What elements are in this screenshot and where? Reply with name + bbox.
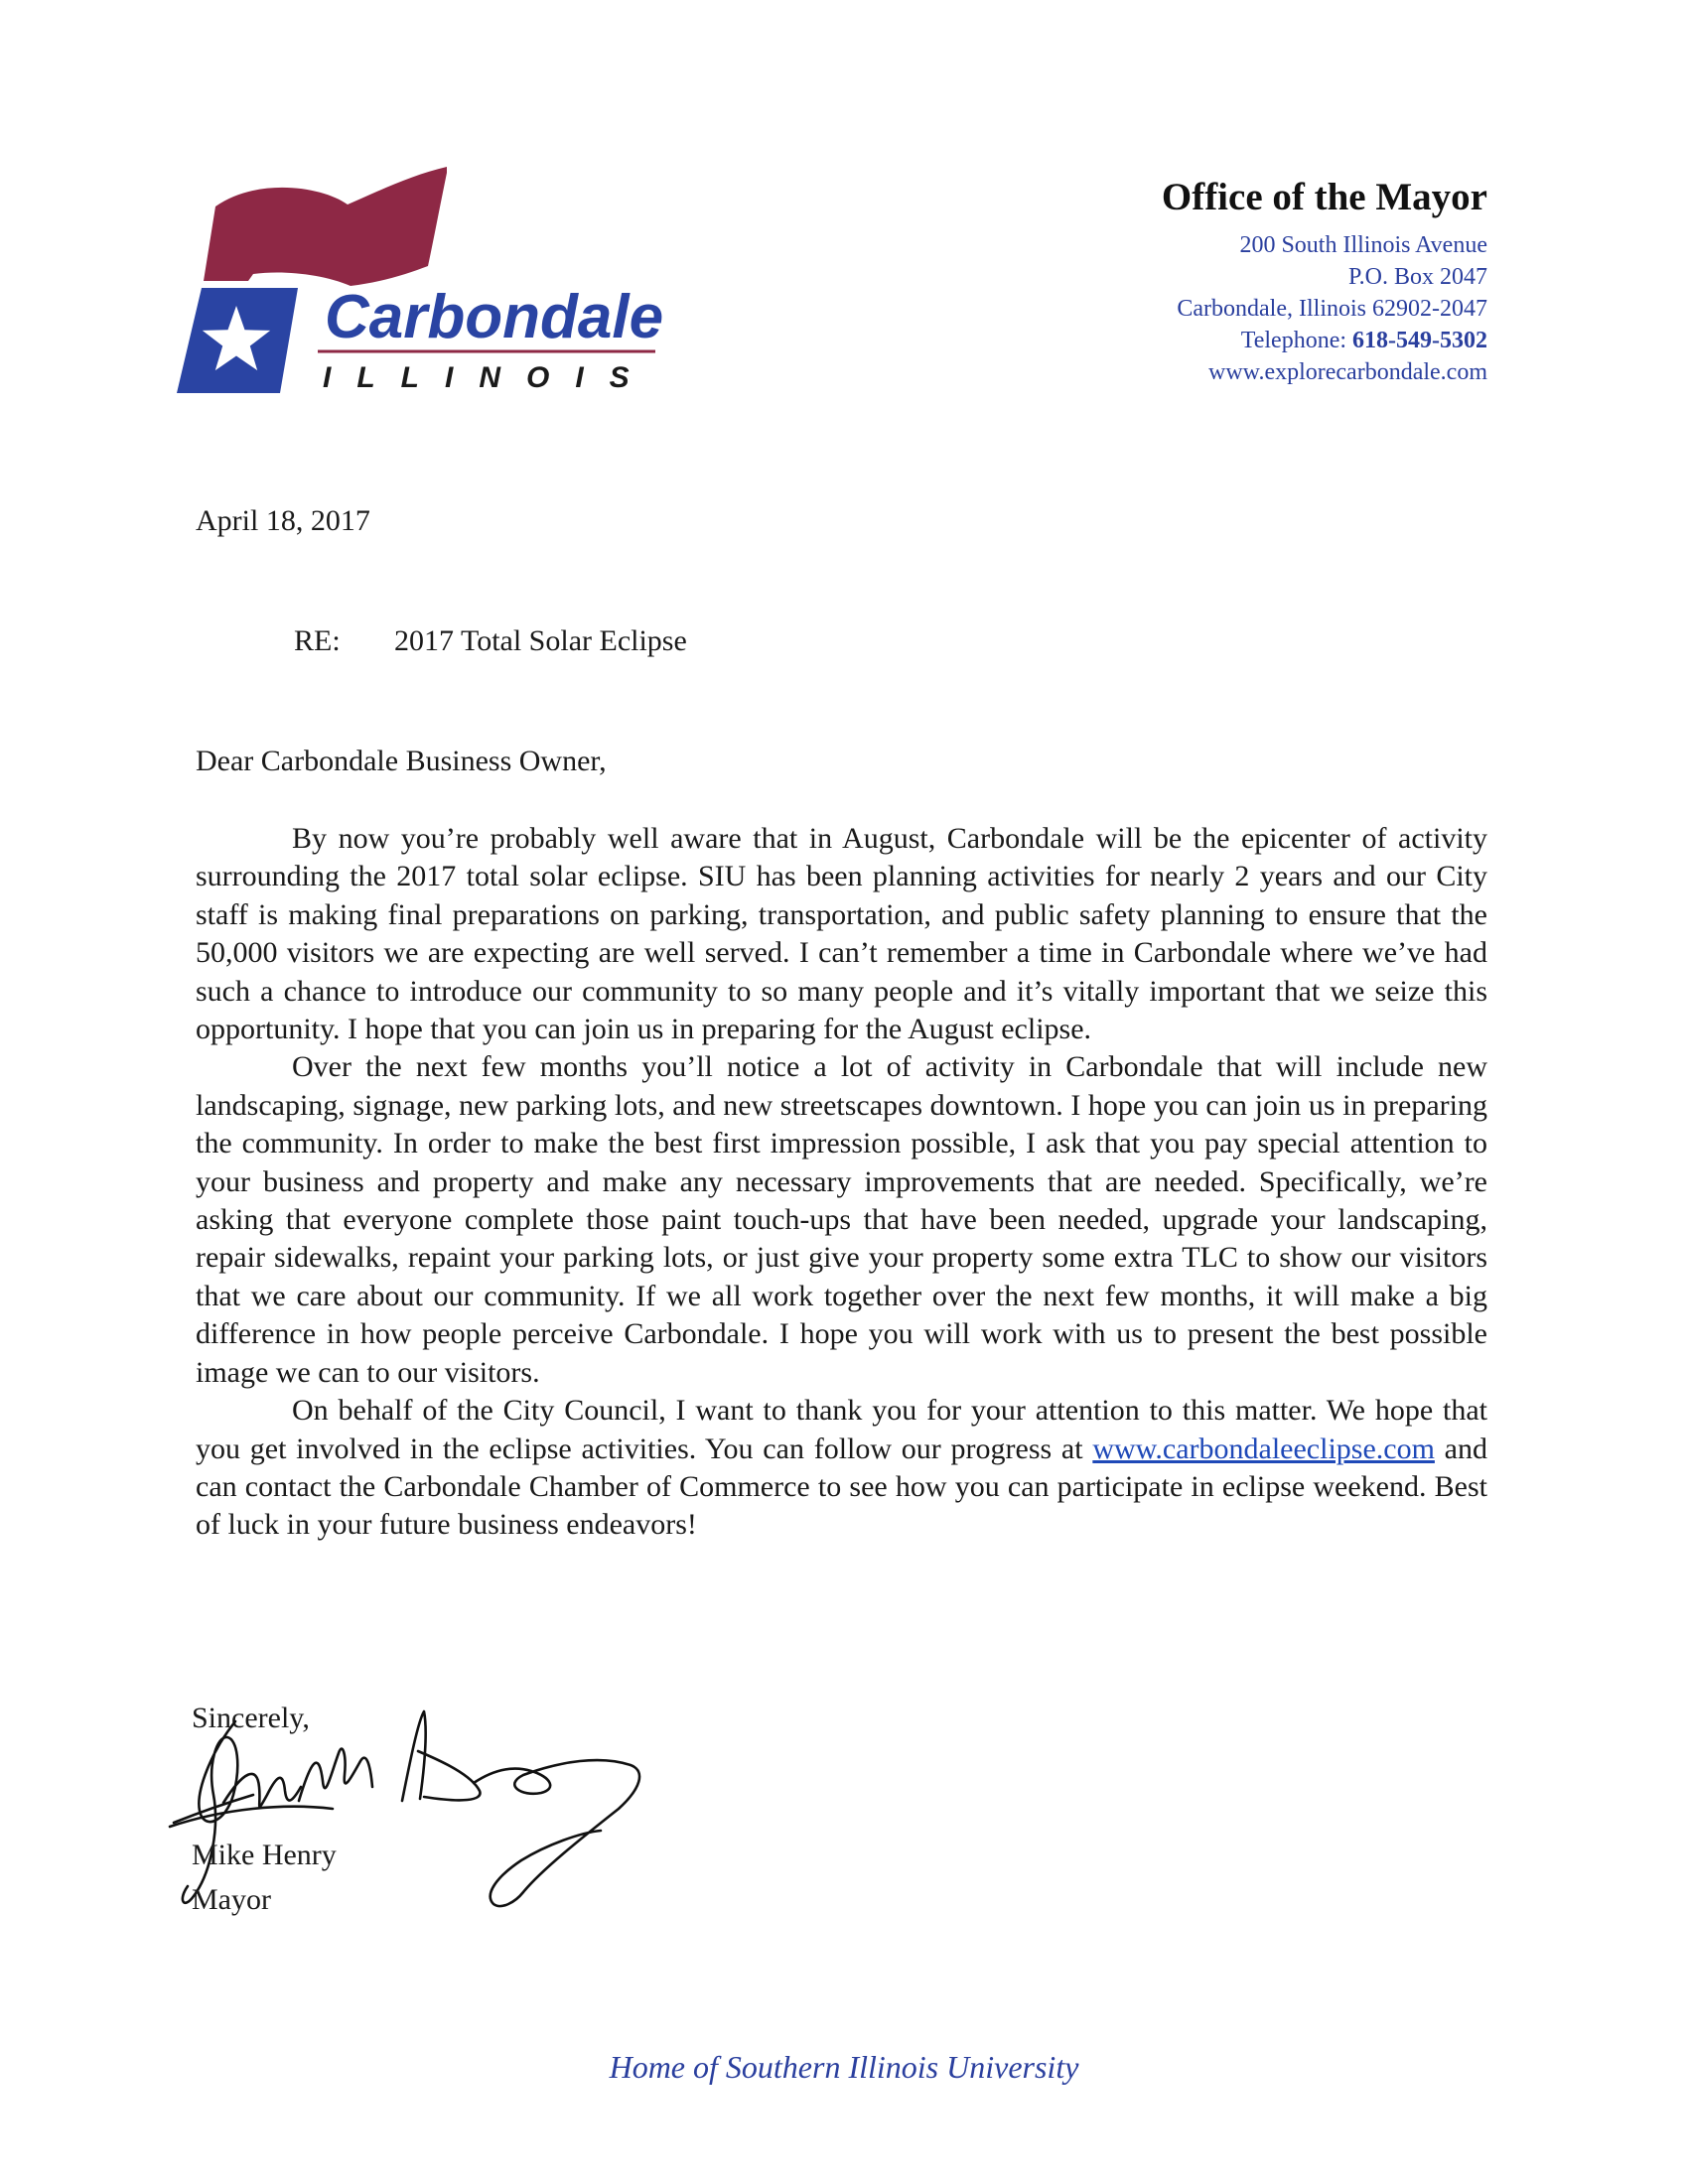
paragraph-1: By now you’re probably well aware that in August, Carbondale will be the epicenter of activity surrounding the 2017 total solar eclipse. SIU has been planning activities for nearly 2 years and our City staff is making final preparations on parking, transportation, and public safety planning to ensure that the 50,000 visitors we are expecting are well served. I can’t remember a time in Carbondale where we’ve had such a chance to introduce our community to so many people and it’s vitally important that we seize this opportunity. I hope that you can join us in preparing for the August eclipse. [196,822,1487,1046]
re-label: RE: [294,624,341,657]
letterhead-address-block [1162,175,1487,388]
paragraph-3-text-b: and can contact the Carbondale Chamber of Commerce to see how you can participate in eclipse weekend. Best of luck in your future business endeavors! [196,1432,1487,1542]
salutation: Dear Carbondale Business Owner, [196,745,607,777]
maroon-flag-shape [204,167,447,286]
signer-title: Mayor [192,1883,271,1916]
logo-state-name: ILLINOIS [323,361,655,394]
flag-logo-graphic [174,167,670,405]
footer-tagline: Home of Southern Illinois University [609,2049,1079,2085]
signer-name: Mike Henry [192,1839,337,1871]
closing: Sincerely, [192,1702,310,1734]
telephone-number: 618-549-5302 [1352,328,1487,353]
logo-city-name: Carbondale [325,283,664,351]
office-title: Office of the Mayor [1161,176,1487,218]
eclipse-website-link[interactable]: www.carbondaleeclipse.com [1092,1432,1435,1465]
paragraph-3 [196,1392,1487,1545]
telephone-line [1162,325,1487,356]
letter-body [196,820,1487,1545]
carbondale-logo [174,167,670,405]
website-text: www.explorecarbondale.com [1208,359,1487,385]
po-box: P.O. Box 2047 [1347,264,1487,290]
street-address: 200 South Illinois Avenue [1239,232,1487,258]
paragraph-3-text-a: On behalf of the City Council, I want to thank you for your attention to this matter. We hope that you get involved in the eclipse activities. You can follow our progress at [196,1394,1487,1465]
city-state-zip: Carbondale, Illinois 62902-2047 [1177,296,1487,322]
re-subject: 2017 Total Solar Eclipse [394,624,687,657]
paragraph-2: Over the next few months you’ll notice a lot of activity in Carbondale that will include new landscaping, signage, new parking lots, and new streetscapes downtown. I hope you can join us in preparing the community. In order to make the best first impression possible, I ask that you pay special attention to your business and property and make any necessary improvements that are needed. Specifically, we’re asking that everyone complete those paint touch-ups that have been needed, upgrade your landscaping, repair sidewalks, repaint your parking lots, or just give your property some extra TLC to show our visitors that we care about our community. If we all work together over the next few months, it will make a big difference in how people perceive Carbondale. I hope you will work with us to present the best possible image we can to our visitors. [196,1050,1487,1389]
letter-date: April 18, 2017 [196,504,370,537]
subject-line [294,624,687,658]
telephone-label: Telephone: [1240,328,1353,353]
